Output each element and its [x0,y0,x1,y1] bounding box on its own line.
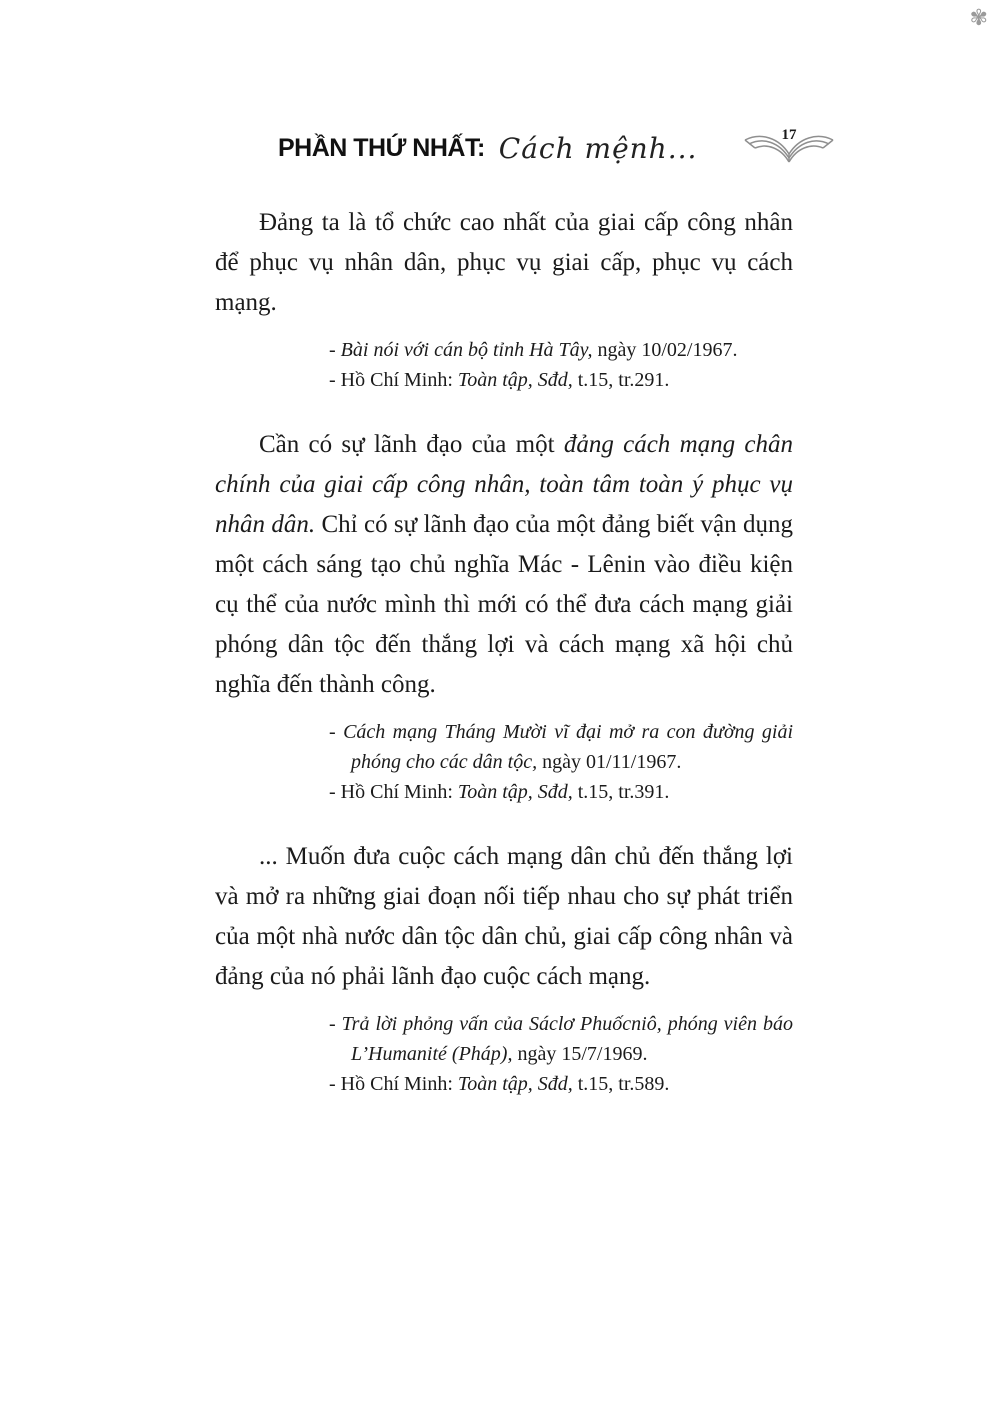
text-run: Toàn tập, Sđd, [457,781,573,803]
citation-line [329,717,793,777]
text-run: - [329,721,344,743]
page-number: 17 [781,127,797,143]
page-content [215,203,793,1129]
text-run: Toàn tập, Sđd, [457,1073,573,1095]
text-run: - Hồ Chí Minh: [329,1073,458,1095]
citation-block [329,717,793,807]
body-paragraph [215,837,793,997]
text-run: ngày 10/02/1967. [592,339,738,361]
text-run: Chỉ có sự lãnh đạo của một đảng biết vận dụng một cách sáng tạo chủ nghĩa Mác - Lênin vào điều kiện cụ thể của nước mình thì mới có thể đưa cách mạng giải phóng dân tộc đến thắng lợi và cách mạng xã hội chủ nghĩa đến thành công. [215,511,794,698]
body-paragraph [215,425,793,705]
text-run: Đảng ta là tổ chức cao nhất của giai cấp công nhân để phục vụ nhân dân, phục vụ giai cấp, phục vụ cách mạng. [215,209,793,316]
text-run: ... Muốn đưa cuộc cách mạng dân chủ đến thắng lợi và mở ra những giai đoạn nối tiếp nhau cho sự phát triển của một nhà nước dân tộc dân chủ, giai cấp công nhân và đảng của nó phải lãnh đạo cuộc cách mạng. [215,843,793,990]
citation-line [329,1009,793,1069]
citation-line [329,365,793,395]
text-run: t.15, tr.291. [572,369,670,391]
open-book-icon [741,124,837,172]
text-run: Bài nói với cán bộ tỉnh Hà Tây, [340,339,593,361]
text-run: - Hồ Chí Minh: [329,781,458,803]
text-run: ngày 15/7/1969. [512,1043,648,1065]
citation-line [329,1069,793,1099]
page-header [278,124,837,172]
text-run: Cần có sự lãnh đạo của một [259,431,564,458]
citation-block [329,335,793,395]
text-run: - Hồ Chí Minh: [329,369,458,391]
body-paragraph [215,203,793,323]
text-run: đảng cách mạng chân chính của giai cấp công nhân, toàn tâm toàn ý phục vụ nhân dân. [215,431,794,538]
section-label: PHẦN THỨ NHẤT: [278,133,485,162]
flower-icon: ✾ [969,6,988,31]
text-run: Cách mạng Tháng Mười vĩ đại mở ra con đường giải phóng cho các dân tộc, [343,721,793,773]
text-run: Trả lời phỏng vấn của Sáclơ Phuốcniô, phóng viên báo L’Humanité (Pháp), [341,1013,793,1065]
text-run: t.15, tr.391. [572,781,670,803]
citation-line [329,777,793,807]
citation-line [329,335,793,365]
text-run: Toàn tập, Sđd, [457,369,573,391]
text-run: ngày 01/11/1967. [537,751,682,773]
section-title: Cách mệnh... [498,131,698,165]
text-run: - [329,339,341,361]
text-run: t.15, tr.589. [572,1073,670,1095]
text-run: - [329,1013,342,1035]
citation-block [329,1009,793,1099]
